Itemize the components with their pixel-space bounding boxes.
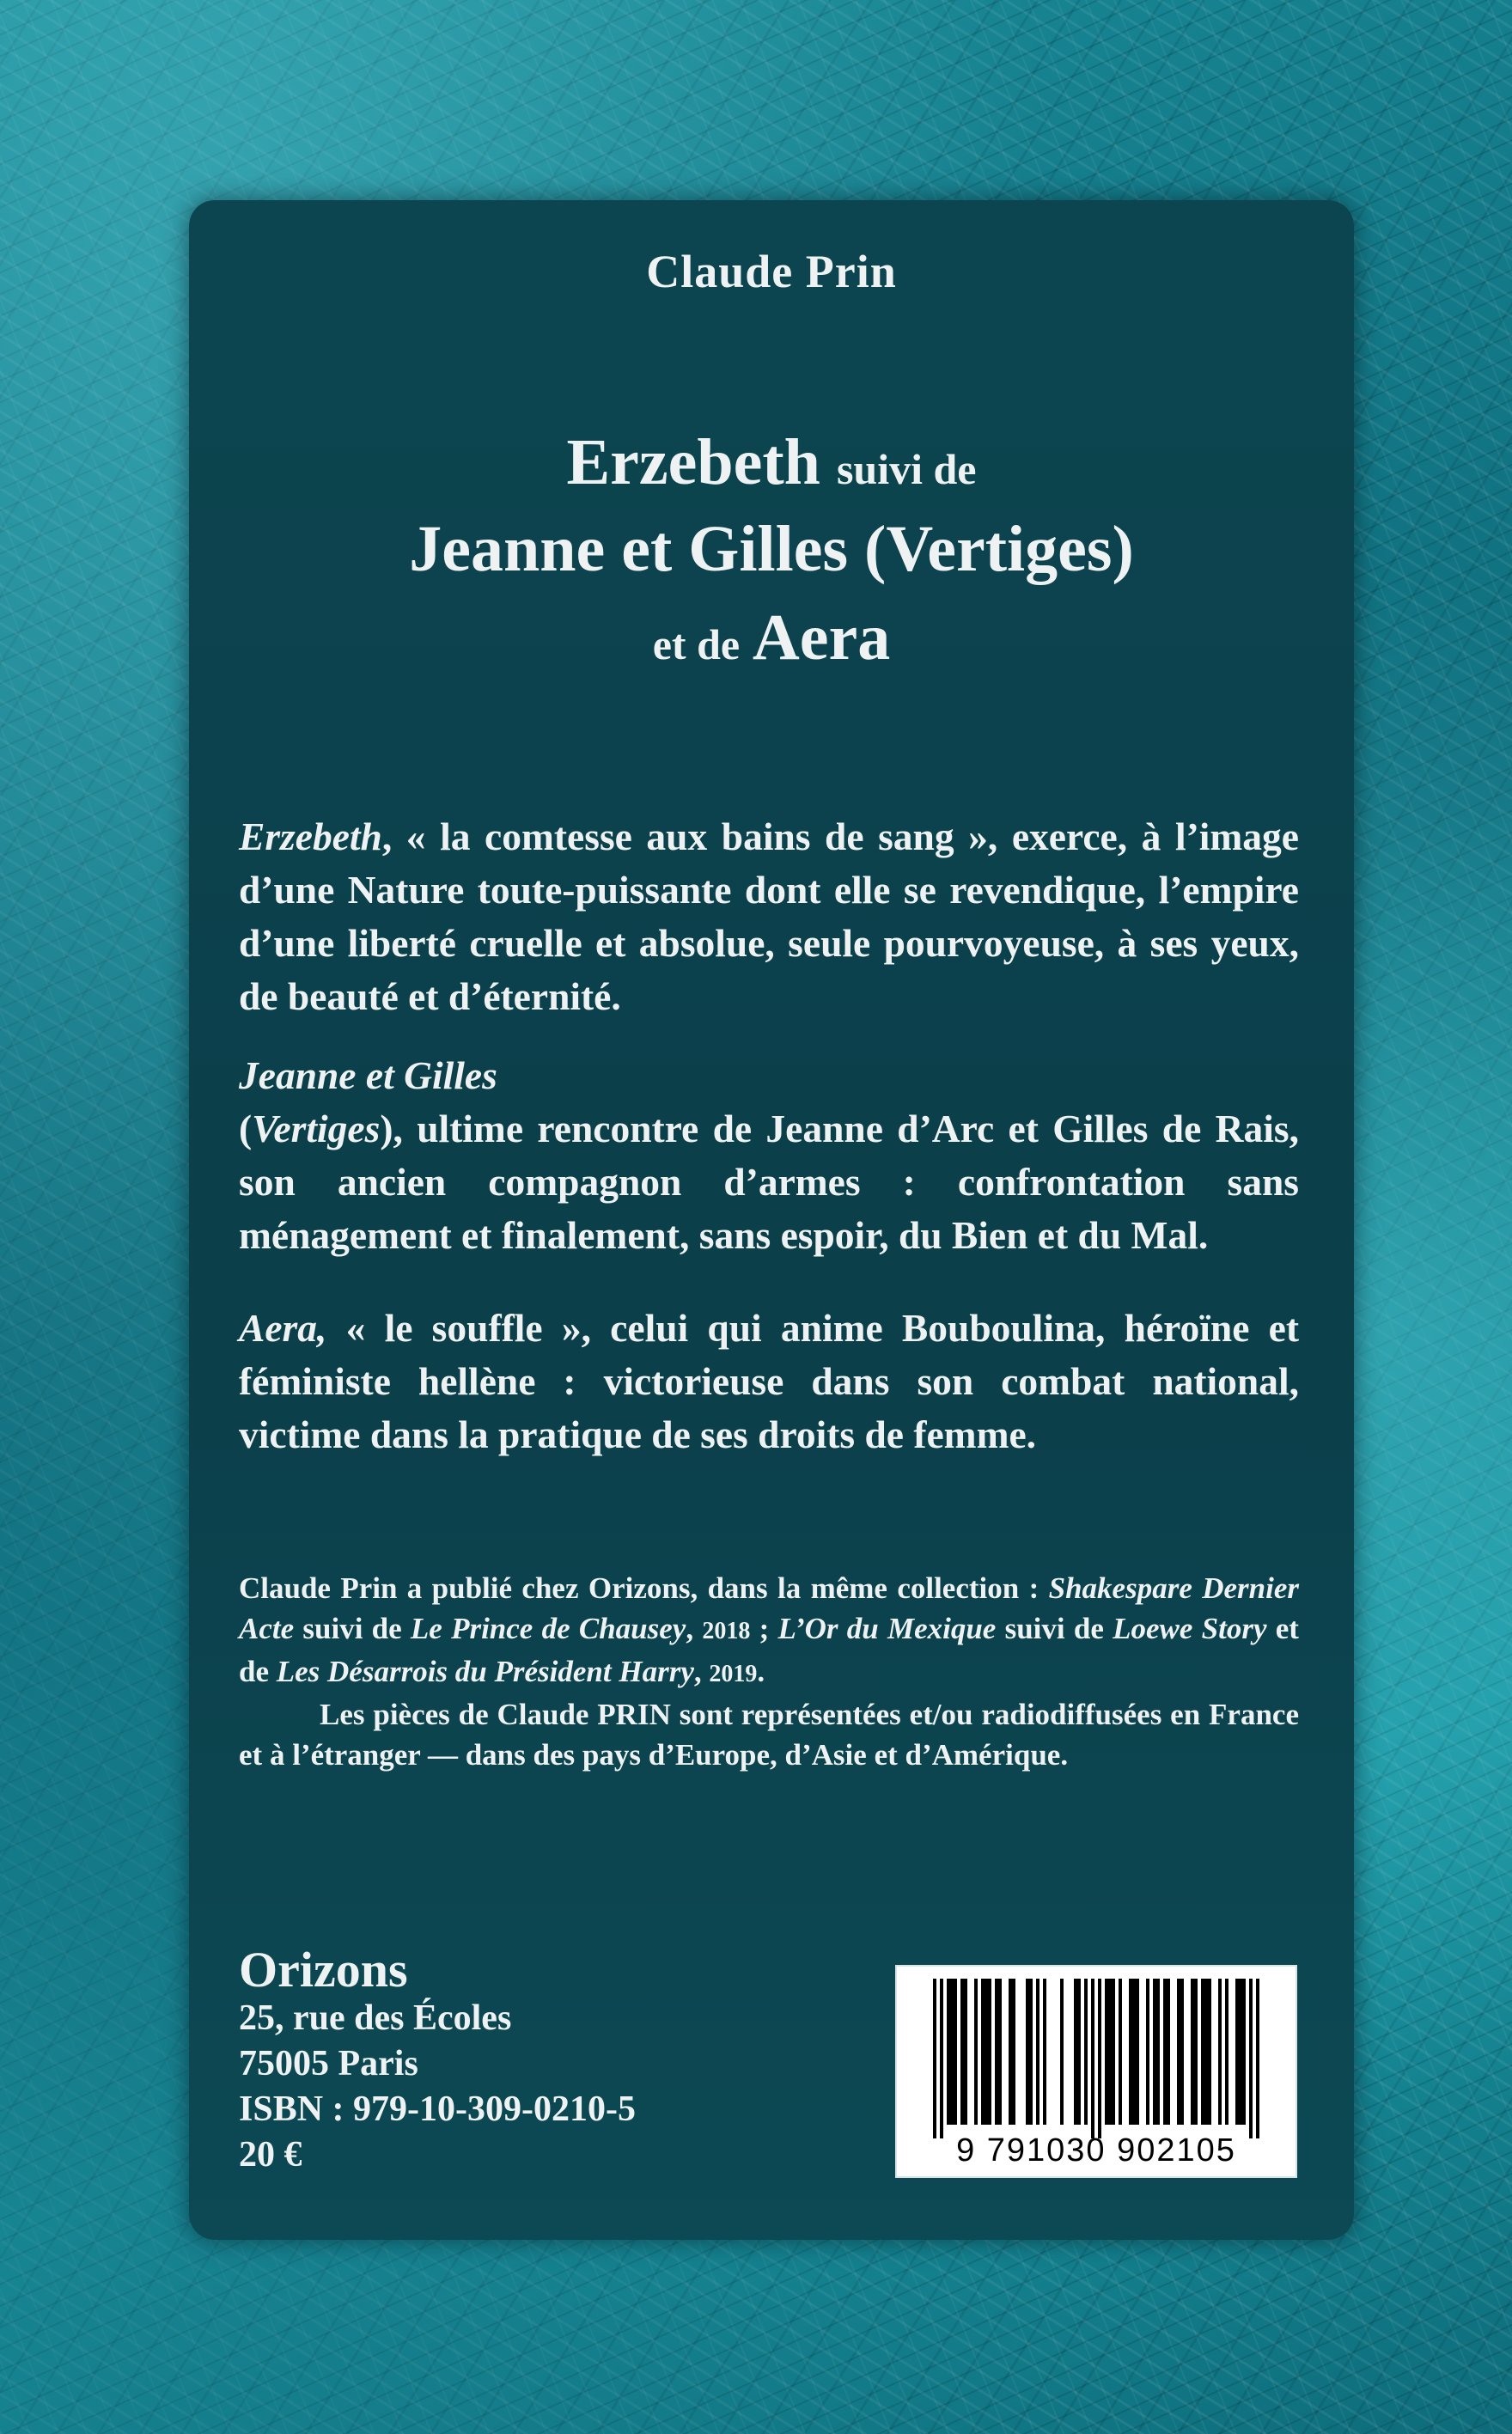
barcode-bar — [998, 1979, 1002, 2125]
blurb-aera-text: « le souffle », celui qui anime Bouboulina, héroïne et féministe hellène : victorieuse dans son combat national, victime dans la pratique de ses droits de femme. — [239, 1306, 1299, 1456]
barcode-bar — [960, 1979, 964, 2125]
bio-text: suivi de — [294, 1612, 411, 1645]
barcode-bar — [1119, 1979, 1122, 2125]
barcode-bar — [974, 1979, 978, 2125]
barcode-digits: 9 791030 902105 — [956, 2132, 1236, 2169]
barcode-bar — [1074, 1979, 1077, 2125]
title-line-2: Jeanne et Gilles (Vertiges) — [409, 513, 1134, 585]
author-name: Claude Prin — [646, 246, 897, 297]
barcode-bar — [1153, 1979, 1156, 2125]
barcode-bar — [1242, 1979, 1246, 2125]
title-suivi-de: suivi de — [836, 445, 977, 493]
barcode-bar — [964, 1979, 967, 2125]
barcode-bar — [988, 1979, 991, 2125]
back-cover-panel — [189, 200, 1354, 2240]
title-et-de: et de — [652, 620, 741, 668]
bio-text: , — [686, 1612, 703, 1645]
barcode-bar — [1132, 1979, 1136, 2125]
bio-text: suivi de — [996, 1612, 1113, 1645]
barcode-bar — [1012, 1979, 1015, 2125]
barcode-bar — [1105, 1979, 1108, 2125]
blurb-erzebeth-text: , « la comtesse aux bains de sang », exerce, à l’image d’une Nature toute-puissante dont elle se revendique, l’empire d’une liberté cruelle et absolue, seule pourvoyeuse, à ses yeux, de beauté et d’éternité. — [239, 814, 1299, 1018]
price: 20 € — [239, 2135, 302, 2175]
publisher-block — [239, 1944, 636, 2178]
blurb-jeanne-title: Jeanne et Gilles — [239, 1053, 497, 1097]
publisher-city: 75005 Paris — [239, 2044, 418, 2083]
barcode-bar — [1194, 1979, 1198, 2125]
barcode-bar — [1249, 1979, 1253, 2138]
title-line-3 — [189, 601, 1354, 675]
bio-text: . — [757, 1655, 765, 1688]
barcode-bar — [1146, 1979, 1149, 2125]
bio-year: 2018 — [702, 1618, 751, 1644]
barcode-bar — [995, 1979, 998, 2125]
barcode-bar — [1218, 1979, 1222, 2125]
bio-work-title: Shakespare Dernier Acte — [239, 1571, 1299, 1645]
barcode-bar — [947, 1979, 950, 2125]
bio-work-title: L’Or du Mexique — [777, 1612, 997, 1645]
barcode-bar — [1180, 1979, 1184, 2125]
barcode-bar — [1026, 1979, 1029, 2125]
barcode-bar — [933, 1979, 936, 2138]
barcode-bar — [985, 1979, 988, 2125]
title-aera: Aera — [752, 601, 891, 674]
barcode-bar — [1108, 1979, 1112, 2125]
bio-text: , — [693, 1655, 710, 1688]
barcode-bar — [1084, 1979, 1088, 2125]
blurb-jeanne-open: ( — [239, 1107, 253, 1150]
barcode-bar — [1091, 1979, 1094, 2138]
barcode-bar — [1077, 1979, 1081, 2125]
barcode-bar — [1177, 1979, 1180, 2125]
barcode-bar — [1098, 1979, 1101, 2138]
blurb-aera-title: Aera, — [239, 1306, 327, 1350]
barcode-bar — [1036, 1979, 1040, 2125]
barcode-bar — [1167, 1979, 1170, 2125]
bio-text: Claude Prin a publié chez Orizons, dans la même collection : — [239, 1571, 1049, 1605]
barcode-bar — [1009, 1979, 1012, 2125]
title-erzebeth: Erzebeth — [566, 426, 820, 498]
barcode-bar — [1204, 1979, 1208, 2125]
bio-text: et de — [239, 1612, 1299, 1688]
barcode-bar — [1225, 1979, 1228, 2125]
barcode-bar — [1129, 1979, 1132, 2125]
author-bio — [239, 1568, 1299, 1775]
barcode-bar — [1136, 1979, 1139, 2125]
barcode-bar — [1043, 1979, 1046, 2125]
barcode-bar — [1156, 1979, 1160, 2125]
barcode-bar — [950, 1979, 954, 2125]
barcode-bar — [1060, 1979, 1064, 2125]
barcode-bar — [954, 1979, 957, 2125]
barcode — [895, 1965, 1297, 2178]
barcode-bar — [1029, 1979, 1033, 2125]
barcode-bar — [1201, 1979, 1204, 2125]
bio-work-title: Le Prince de Chausey — [410, 1612, 686, 1645]
bio-work-title: Loewe Story — [1113, 1612, 1267, 1645]
bio-text: ; — [750, 1612, 778, 1645]
barcode-bar — [1256, 1979, 1259, 2138]
barcode-bar — [1191, 1979, 1194, 2125]
barcode-bar — [981, 1979, 985, 2125]
blurb-vertiges-title: Vertiges — [252, 1107, 381, 1150]
bio-work-title: Les Désarrois du Président Harry — [276, 1655, 694, 1688]
barcode-bar — [1235, 1979, 1239, 2125]
publisher-name: Orizons — [239, 1942, 408, 1998]
isbn: ISBN : 979-10-309-0210-5 — [239, 2089, 636, 2129]
barcode-bar — [1163, 1979, 1167, 2125]
blurb-jeanne-text: ), ultime rencontre de Jeanne d’Arc et Gilles de Rais, son ancien compagnon d’armes : confrontation sans ménagement et finalement, sans espoir, du Bien et du Mal. — [239, 1107, 1299, 1257]
bio-publications — [239, 1568, 1299, 1694]
publisher-street: 25, rue des Écoles — [239, 1998, 512, 2038]
barcode-bar — [940, 1979, 943, 2138]
bio-performances: Les pièces de Claude PRIN sont représentées et/ou radiodiffusées en France et à l’étranger — dans des pays d’Europe, d’Asie et d’Amérique. — [239, 1698, 1299, 1772]
blurb-jeanne-et-gilles — [239, 1049, 1299, 1262]
blurb-erzebeth — [239, 810, 1299, 1023]
blurb-erzebeth-title: Erzebeth — [239, 814, 382, 858]
blurb-aera — [239, 1302, 1299, 1461]
barcode-bar — [1208, 1979, 1211, 2125]
barcode-bar — [1239, 1979, 1242, 2125]
barcode-bar — [1112, 1979, 1115, 2125]
bio-year: 2019 — [709, 1661, 758, 1687]
title-line-1 — [189, 425, 1354, 500]
